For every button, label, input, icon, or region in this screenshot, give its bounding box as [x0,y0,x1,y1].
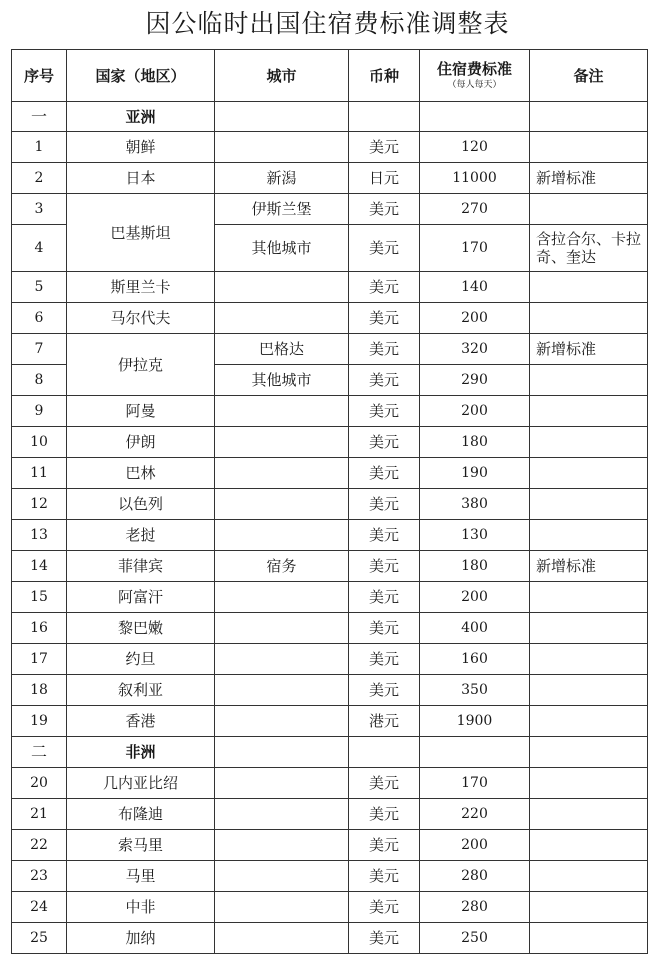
city-cell [215,923,349,954]
currency-cell: 美元 [349,768,420,799]
country-cell: 布隆迪 [67,799,215,830]
currency-cell: 美元 [349,892,420,923]
row-number: 25 [12,923,67,954]
note-cell [530,194,648,225]
country-cell: 老挝 [67,520,215,551]
note-cell [530,272,648,303]
note-cell [530,520,648,551]
city-cell [215,458,349,489]
header-seq: 序号 [12,50,67,102]
table-row [12,892,648,923]
city-cell: 巴格达 [215,334,349,365]
row-number: 12 [12,489,67,520]
country-cell: 巴林 [67,458,215,489]
currency-cell: 美元 [349,396,420,427]
city-cell [215,644,349,675]
table-row [12,799,648,830]
city-cell [215,861,349,892]
currency-cell: 日元 [349,163,420,194]
city-cell [215,706,349,737]
country-cell: 加纳 [67,923,215,954]
amount-cell: 220 [420,799,530,830]
row-number: 22 [12,830,67,861]
note-cell [530,644,648,675]
amount-cell: 200 [420,303,530,334]
row-number: 19 [12,706,67,737]
country-cell: 斯里兰卡 [67,272,215,303]
amount-cell: 200 [420,830,530,861]
row-number: 13 [12,520,67,551]
amount-cell: 250 [420,923,530,954]
currency-cell: 美元 [349,489,420,520]
amount-cell: 180 [420,551,530,582]
note-cell [530,582,648,613]
amount-cell: 320 [420,334,530,365]
table-row [12,520,648,551]
amount-cell: 200 [420,396,530,427]
amount-cell: 140 [420,272,530,303]
header-standard-label: 住宿费标准 [436,60,512,79]
note-cell [530,923,648,954]
city-cell: 其他城市 [215,225,349,272]
note-cell [530,303,648,334]
amount-cell: 380 [420,489,530,520]
note-cell [530,706,648,737]
amount-cell: 170 [420,768,530,799]
currency-cell: 美元 [349,272,420,303]
country-cell: 阿富汗 [67,582,215,613]
country-cell: 阿曼 [67,396,215,427]
row-number: 6 [12,303,67,334]
table-row [12,272,648,303]
table-row [12,551,648,582]
row-number: 2 [12,163,67,194]
note-cell [530,830,648,861]
row-number: 11 [12,458,67,489]
amount-cell: 120 [420,132,530,163]
currency-cell: 美元 [349,861,420,892]
note-cell [530,365,648,396]
row-number: 4 [12,225,67,272]
country-cell: 约旦 [67,644,215,675]
section-index: 二 [12,737,67,768]
city-cell [215,132,349,163]
city-cell [215,892,349,923]
amount-cell: 160 [420,644,530,675]
note-cell: 新增标准 [530,334,648,365]
table-row [12,706,648,737]
currency-cell: 美元 [349,334,420,365]
table-row [12,396,648,427]
table-row [12,489,648,520]
city-cell: 其他城市 [215,365,349,396]
country-cell: 朝鲜 [67,132,215,163]
currency-cell: 美元 [349,194,420,225]
note-cell [530,489,648,520]
currency-cell: 美元 [349,613,420,644]
table-row [12,303,648,334]
table-row [12,194,648,225]
header-row [12,50,648,102]
currency-cell: 美元 [349,923,420,954]
table-row [12,861,648,892]
amount-cell: 270 [420,194,530,225]
amount-cell: 1900 [420,706,530,737]
section-row-asia [12,102,648,132]
city-cell [215,489,349,520]
country-cell: 中非 [67,892,215,923]
city-cell [215,396,349,427]
amount-cell: 130 [420,520,530,551]
currency-cell: 美元 [349,551,420,582]
header-note: 备注 [530,50,648,102]
table-row [12,582,648,613]
city-cell [215,768,349,799]
city-cell: 新潟 [215,163,349,194]
country-cell: 香港 [67,706,215,737]
city-cell [215,582,349,613]
row-number: 10 [12,427,67,458]
section-row-africa [12,737,648,768]
row-number: 5 [12,272,67,303]
city-cell [215,272,349,303]
country-cell: 巴基斯坦 [67,194,215,272]
amount-cell: 350 [420,675,530,706]
currency-cell: 美元 [349,427,420,458]
amount-cell: 280 [420,861,530,892]
row-number: 3 [12,194,67,225]
city-cell [215,427,349,458]
currency-cell: 美元 [349,799,420,830]
row-number: 23 [12,861,67,892]
amount-cell: 190 [420,458,530,489]
currency-cell: 美元 [349,582,420,613]
table-row [12,334,648,365]
table-row [12,768,648,799]
country-cell: 伊拉克 [67,334,215,396]
city-cell [215,799,349,830]
note-cell [530,675,648,706]
country-cell: 叙利亚 [67,675,215,706]
header-currency: 币种 [349,50,420,102]
currency-cell: 美元 [349,644,420,675]
note-cell [530,768,648,799]
note-cell [530,458,648,489]
country-cell: 菲律宾 [67,551,215,582]
amount-cell: 400 [420,613,530,644]
row-number: 21 [12,799,67,830]
country-cell: 索马里 [67,830,215,861]
amount-cell: 180 [420,427,530,458]
country-cell: 日本 [67,163,215,194]
row-number: 8 [12,365,67,396]
table-row [12,675,648,706]
city-cell [215,303,349,334]
note-cell [530,427,648,458]
row-number: 7 [12,334,67,365]
country-cell: 黎巴嫩 [67,613,215,644]
row-number: 15 [12,582,67,613]
row-number: 17 [12,644,67,675]
currency-cell: 美元 [349,520,420,551]
row-number: 24 [12,892,67,923]
table-row [12,458,648,489]
page-title: 因公临时出国住宿费标准调整表 [145,9,510,38]
row-number: 18 [12,675,67,706]
table-row [12,830,648,861]
note-cell [530,892,648,923]
amount-cell: 170 [420,225,530,272]
header-standard-sub: （每人每天） [447,80,502,91]
table-row [12,644,648,675]
header-country: 国家（地区） [67,50,215,102]
amount-cell: 200 [420,582,530,613]
note-cell [530,861,648,892]
table-row [12,613,648,644]
country-cell: 马尔代夫 [67,303,215,334]
table-row [12,923,648,954]
table-row [12,132,648,163]
country-cell: 几内亚比绍 [67,768,215,799]
amount-cell: 11000 [420,163,530,194]
section-name: 非洲 [67,737,215,768]
note-cell [530,396,648,427]
amount-cell: 280 [420,892,530,923]
country-cell: 马里 [67,861,215,892]
currency-cell: 美元 [349,458,420,489]
table-row [12,427,648,458]
header-city: 城市 [215,50,349,102]
city-cell [215,675,349,706]
section-name: 亚洲 [67,102,215,132]
country-cell: 以色列 [67,489,215,520]
country-cell: 伊朗 [67,427,215,458]
city-cell [215,830,349,861]
header-standard [420,50,530,102]
currency-cell: 港元 [349,706,420,737]
lodging-standard-table [11,49,648,954]
currency-cell: 美元 [349,225,420,272]
row-number: 1 [12,132,67,163]
currency-cell: 美元 [349,675,420,706]
currency-cell: 美元 [349,132,420,163]
row-number: 9 [12,396,67,427]
row-number: 20 [12,768,67,799]
note-cell [530,613,648,644]
currency-cell: 美元 [349,365,420,396]
note-cell [530,799,648,830]
table-row [12,163,648,194]
note-cell: 含拉合尔、卡拉奇、奎达 [530,225,648,272]
note-cell: 新增标准 [530,551,648,582]
note-cell: 新增标准 [530,163,648,194]
row-number: 16 [12,613,67,644]
currency-cell: 美元 [349,303,420,334]
city-cell [215,613,349,644]
city-cell: 宿务 [215,551,349,582]
note-cell [530,132,648,163]
amount-cell: 290 [420,365,530,396]
currency-cell: 美元 [349,830,420,861]
city-cell: 伊斯兰堡 [215,194,349,225]
row-number: 14 [12,551,67,582]
section-index: 一 [12,102,67,132]
city-cell [215,520,349,551]
